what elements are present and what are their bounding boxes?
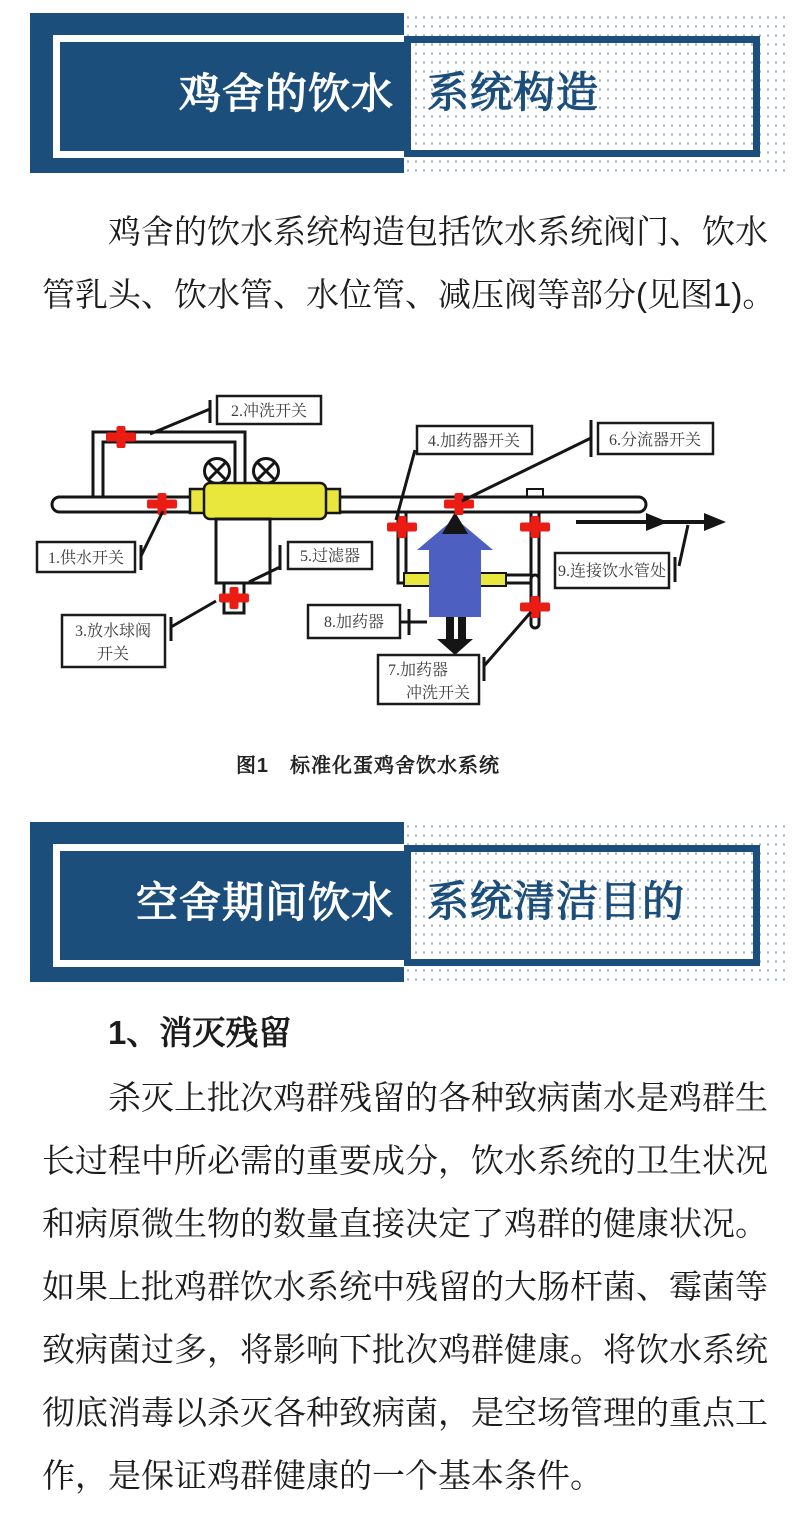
filter-head bbox=[190, 483, 340, 519]
svg-text:1.供水开关: 1.供水开关 bbox=[47, 550, 125, 567]
intro-line: 鸡舍的饮水系统构造包括饮水系统阀门、饮水 bbox=[108, 213, 768, 250]
body-line: 作，是保证鸡群健康的一个基本条件。 bbox=[42, 1457, 603, 1494]
main-water-pipe bbox=[52, 497, 646, 512]
valve-icon-doser-in bbox=[387, 516, 417, 538]
svg-text:7.加药器: 7.加药器 bbox=[388, 662, 449, 679]
filter-housing bbox=[216, 519, 270, 583]
banner-right-title: 系统构造 bbox=[427, 69, 600, 116]
figure1-diagram bbox=[0, 370, 810, 780]
svg-text:冲洗开关: 冲洗开关 bbox=[406, 685, 471, 702]
svg-text:开关: 开关 bbox=[96, 646, 130, 663]
dosing-pump-arrow bbox=[417, 512, 493, 617]
svg-text:9.连接饮水管处: 9.连接饮水管处 bbox=[557, 563, 667, 580]
valve-icon-flush bbox=[106, 426, 136, 448]
svg-text:5.过滤器: 5.过滤器 bbox=[299, 548, 361, 565]
pressure-gauge-icon bbox=[254, 459, 279, 484]
svg-text:2.冲洗开关: 2.冲洗开关 bbox=[230, 403, 308, 420]
body-line: 杀灭上批次鸡群残留的各种致病菌水是鸡群生 bbox=[108, 1079, 768, 1116]
section-heading: 1、消灭残留 bbox=[108, 1014, 292, 1051]
body-line: 和病原微生物的数量直接决定了鸡群的健康状况。 bbox=[42, 1205, 768, 1242]
svg-text:8.加药器: 8.加药器 bbox=[323, 614, 385, 631]
banner-left-title: 鸡舍的饮水 bbox=[178, 70, 394, 117]
intro-line: 管乳头、饮水管、水位管、减压阀等部分(见图1)。 bbox=[42, 276, 776, 313]
label-box-2 bbox=[150, 396, 321, 434]
pump-outlet-arrows bbox=[437, 617, 473, 655]
body-line: 致病菌过多，将影响下批次鸡群健康。将饮水系统 bbox=[42, 1331, 768, 1368]
pressure-gauge-icon bbox=[205, 459, 230, 484]
svg-text:6.分流器开关: 6.分流器开关 bbox=[608, 432, 702, 449]
body-line: 如果上批鸡群饮水系统中残留的大肠杆菌、霉菌等 bbox=[42, 1268, 768, 1305]
svg-text:4.加药器开关: 4.加药器开关 bbox=[427, 433, 521, 450]
banner-right-title: 系统清洁目的 bbox=[427, 878, 686, 925]
label-box-1 bbox=[37, 511, 163, 572]
label-box-3 bbox=[62, 601, 216, 667]
figure-caption: 图1 标准化蛋鸡舍饮水系统 bbox=[235, 755, 501, 777]
banner-left-title: 空舍期间饮水 bbox=[135, 879, 394, 926]
valve-icon-doser-out bbox=[520, 516, 550, 538]
label-box-9 bbox=[555, 553, 675, 588]
valve-icon-doser-flush bbox=[520, 596, 550, 618]
svg-text:3.放水球阀: 3.放水球阀 bbox=[74, 623, 152, 640]
label-box-8 bbox=[308, 605, 427, 638]
body-line: 长过程中所必需的重要成分，饮水系统的卫生状况 bbox=[42, 1142, 768, 1179]
body-line: 彻底消毒以杀灭各种致病菌，是空场管理的重点工 bbox=[42, 1394, 768, 1431]
